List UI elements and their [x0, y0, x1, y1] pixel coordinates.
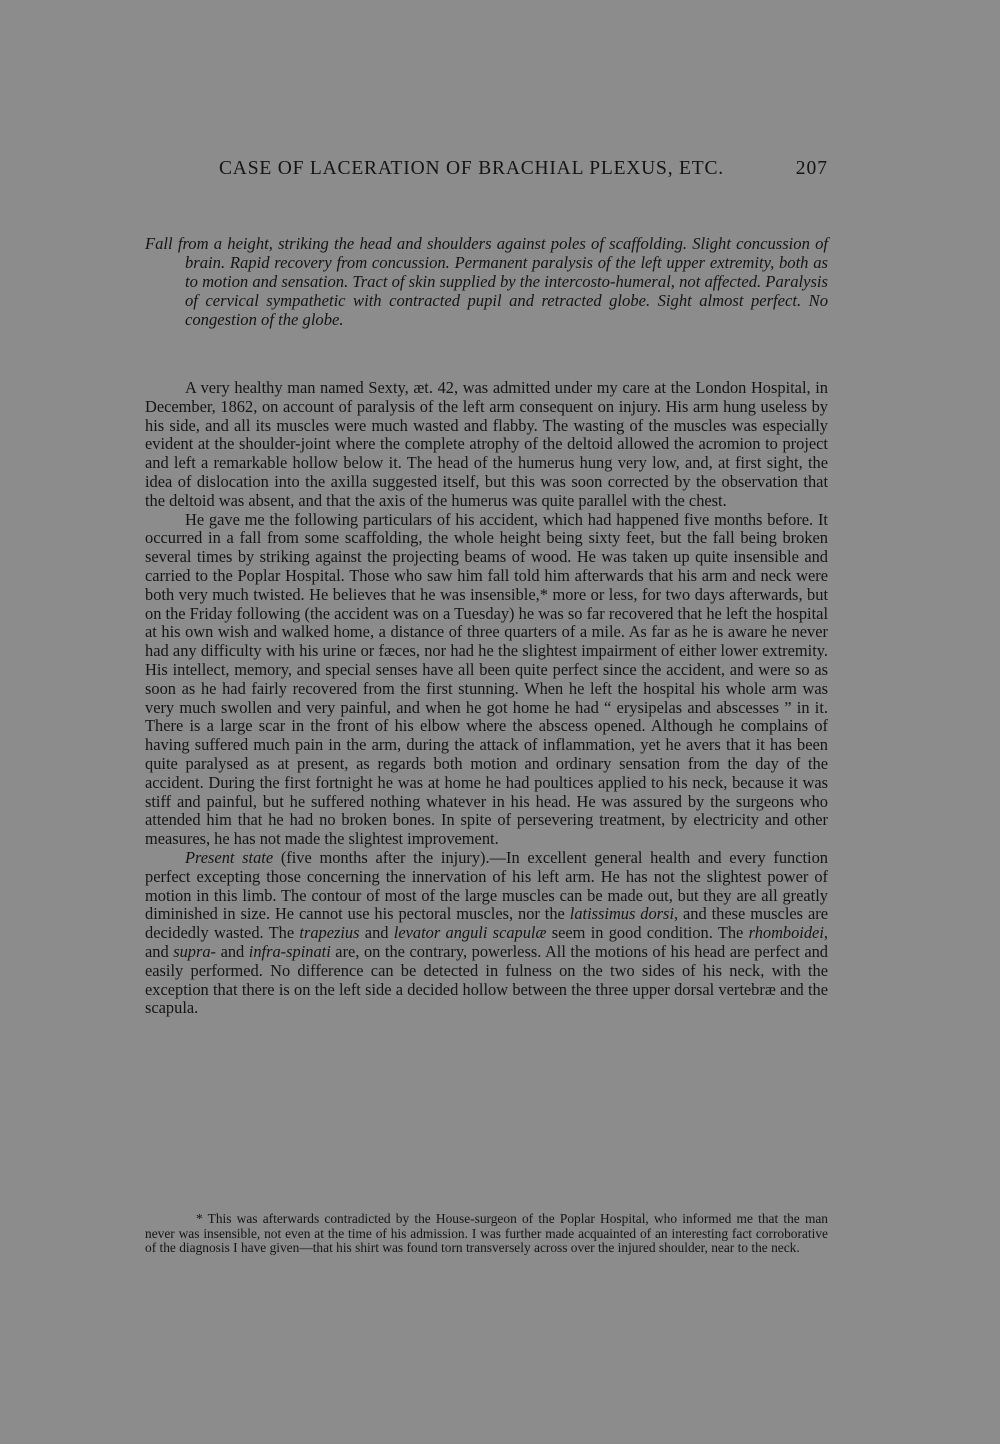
- page-number: 207: [795, 158, 828, 179]
- present-state-text-2: , and these muscles are decidedly wasted. The: [145, 904, 828, 943]
- running-title: CASE OF LACERATION OF BRACHIAL PLEXUS, ETC.: [219, 158, 724, 179]
- term-latissimus-dorsi: latissimus dorsi: [569, 904, 674, 924]
- running-head: [145, 158, 828, 184]
- present-state-text-4: seem in good condition. The: [546, 923, 749, 943]
- abstract-text: Fall from a height, striking the head and shoulders against poles of scaffolding. Slight concussion of brain. Rapid recovery from concussion. Permanent paralysis of the left upper extremity, both as to motion and sensation. Tract of skin supplied by the intercosto-humeral, not affected. Paralysis of cervical sympathetic with contracted pupil and retracted globe. Sight almost perfect. No congestion of the globe.: [145, 234, 828, 330]
- present-state-text-3: and: [359, 923, 394, 943]
- term-trapezius: trapezius: [299, 923, 360, 943]
- footnote: [145, 1212, 828, 1256]
- term-supra: supra-: [173, 941, 217, 961]
- case-abstract: [145, 234, 828, 329]
- term-rhomboidei: rhomboidei: [748, 923, 824, 943]
- present-state-text-6: and: [216, 941, 249, 961]
- present-state-text-5: , and: [145, 923, 828, 961]
- term-levator-anguli-scapulae: levator anguli scapulæ: [393, 923, 547, 943]
- footnote-text: * This was afterwards contradicted by the House-surgeon of the Poplar Hospital, who informed me that the man never was insensible, not even at the time of his admission. I was further made acquainted of an interesting fact corroborative of the diagnosis I have given—that his shirt was found torn transversely across over the injured shoulder, near to the neck.: [145, 1211, 828, 1256]
- present-state-text-1: (five months after the injury).—In excellent general health and every function perfect excepting those concerning the innervation of his left arm. He has not the slightest power of motion in this limb. The contour of most of the large muscles can be made out, but they are all greatly diminished in size. He cannot use his pectoral muscles, nor the: [145, 847, 828, 924]
- body-text: [145, 379, 828, 1018]
- paragraph-history: He gave me the following particulars of his accident, which had happened five months before. It occurred in a fall from some scaffolding, the whole height being sixty feet, but the fall being broken several times by striking against the projecting beams of wood. He was taken up quite insensible and carried to the Poplar Hospital. Those who saw him fall told him afterwards that his arm and neck were both very much twisted. He believes that he was insensible,* more or less, for two days afterwards, but on the Friday following (the accident was on a Tuesday) he was so far recovered that he left the hospital at his own wish and walked home, a distance of three quarters of a mile. As far as he is aware he never had any difficulty with his urine or fæces, nor had he the slightest impairment of either lower extremity. His intellect, memory, and special senses have all been quite perfect since the accident, and were so as soon as he had fairly recovered from the first stunning. When he left the hospital his whole arm was very much swollen and very painful, and when he got home he had “ erysipelas and abscesses ” in it. There is a large scar in the front of his elbow where the abscess opened. Although he complains of having suffered much pain in the arm, during the attack of inflammation, yet he avers that it has been quite paralysed as at present, as regards both motion and ordinary sensation from the day of the accident. During the first fortnight he was at home he had poultices applied to his neck, because it was stiff and painful, but he suffered nothing whatever in his head. He was assured by the surgeons who attended him that he had no broken bones. In spite of persevering treatment, by electricity and other measures, he has not made the slightest improvement.: [145, 509, 828, 849]
- term-infra-spinati: infra-spinati: [248, 941, 331, 961]
- present-state-text-7: are, on the contrary, powerless. All the motions of his head are perfect and easily performed. No difference can be detected in fulness on the two sides of his neck, with the exception that there is on the left side a decided hollow between the three upper dorsal vertebræ and the scapula.: [145, 941, 828, 1018]
- paragraph-present-state: [145, 849, 828, 1018]
- paragraph-admission: A very healthy man named Sexty, æt. 42, was admitted under my care at the London Hospital, in December, 1862, on account of paralysis of the left arm consequent on injury. His arm hung useless by his side, and all its muscles were much wasted and flabby. The wasting of the muscles was especially evident at the shoulder-joint where the complete atrophy of the deltoid allowed the acromion to project and left a remarkable hollow below it. The head of the humerus hung very low, and, at first sight, the idea of dislocation into the axilla suggested itself, but this was soon corrected by the observation that the deltoid was absent, and that the axis of the humerus was quite parallel with the chest.: [145, 378, 828, 510]
- present-state-label: Present state: [185, 847, 274, 867]
